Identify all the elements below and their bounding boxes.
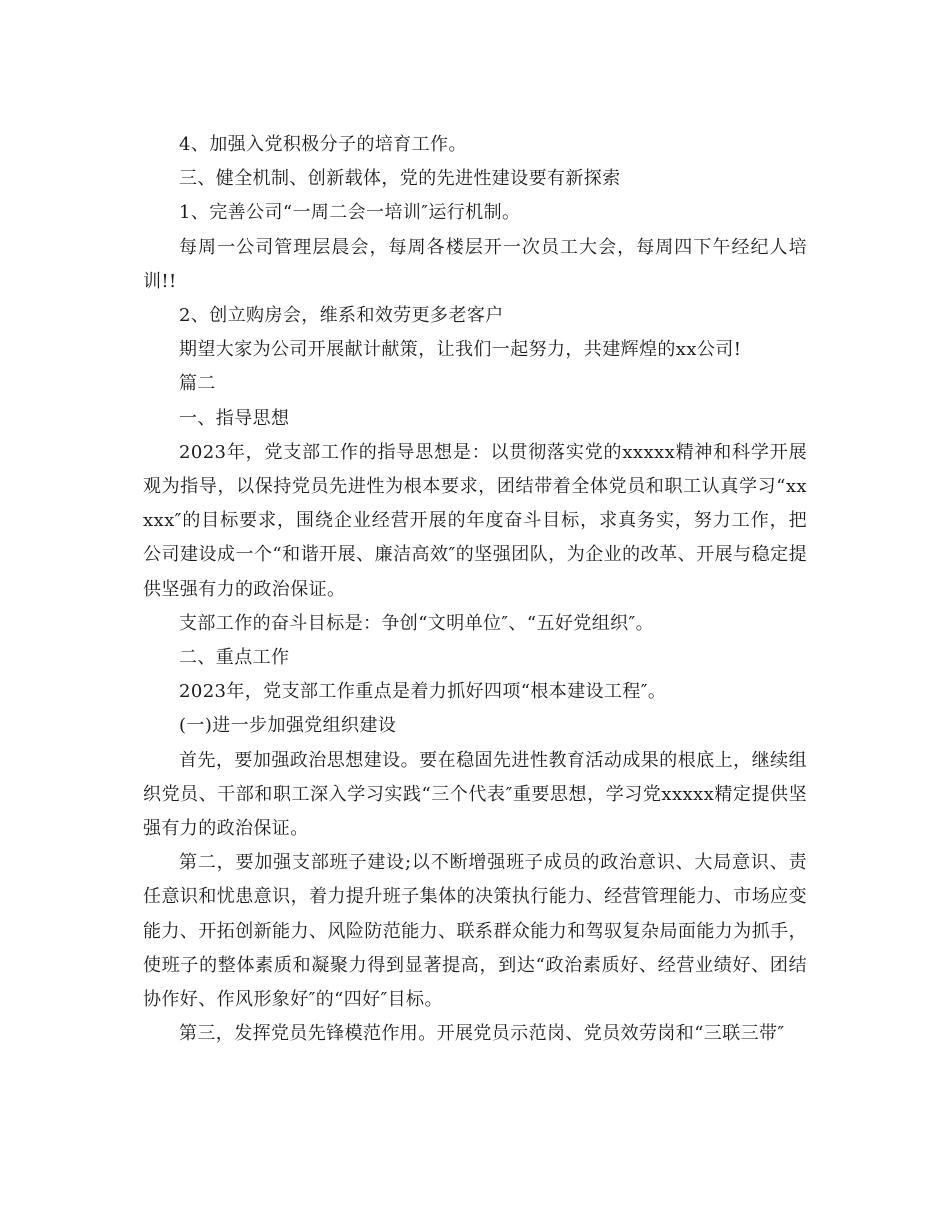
- paragraph-first: 首先，要加强政治思想建设。要在稳固先进性教育活动成果的根底上，继续组织党员、干部和职工深入学习实践“三个代表″重要思想，学习党xxxxx精定提供坚强有力的政治保证。: [143, 749, 807, 840]
- subheading-party-building: (一)进一步加强党组织建设: [179, 715, 397, 737]
- paragraph-4: 每周一公司管理层晨会，每周各楼层开一次员工大会，每周四下午经纪人培训!!: [143, 236, 807, 292]
- paragraph-second: 第二，要加强支部班子建设;以不断增强班子成员的政治意识、大局意识、责任意识和忧患意识，着力提升班子集体的决策执行能力、经营管理能力、市场应变能力、开拓创新能力、风险防范能力、联系群众能力和驾驭复杂局面能力为抓手，使班子的整体素质和凝聚力得到显著提高，到达“政治素质好、经营业绩好、团结协作好、作风形象好″的“四好″目标。: [143, 852, 807, 1011]
- paragraph-guiding-thought: 2023年，党支部工作的指导思想是：以贯彻落实党的xxxxx精神和科学开展观为指导，以保持党员先进性为根本要求，团结带着全体党员和职工认真学习“xxxxx″的目标要求，围绕企业经营开展的年度奋斗目标，求真务实，努力工作，把公司建设成一个“和谐开展、廉洁高效″的坚强团队，为企业的改革、开展与稳定提供坚强有力的政治保证。: [143, 441, 807, 600]
- paragraph-2: 三、健全机制、创新载体，党的先进性建设要有新探索: [179, 168, 621, 190]
- document-body: [143, 128, 807, 1051]
- paragraph-3: 1、完善公司“一周二会一培训″运行机制。: [179, 202, 521, 224]
- paragraph-goals: 支部工作的奋斗目标是：争创“文明单位″、“五好党组织″。: [179, 612, 655, 634]
- paragraph-1: 4、加强入党积极分子的培育工作。: [179, 134, 467, 155]
- heading-key-work: 二、重点工作: [179, 647, 290, 669]
- paragraph-6: 期望大家为公司开展献计献策，让我们一起努力，共建辉煌的xx公司!: [179, 339, 742, 361]
- paragraph-5: 2、创立购房会，维系和效劳更多老客户: [179, 305, 504, 327]
- paragraph-key-work: 2023年，党支部工作重点是着力抓好四项“根本建设工程″。: [179, 681, 667, 703]
- paragraph-third: 第三，发挥党员先锋模范作用。开展党员示范岗、党员效劳岗和“三联三带″: [179, 1023, 785, 1045]
- heading-guiding-thought: 一、指导思想: [179, 407, 290, 429]
- section-title-pian-er: 篇二: [179, 373, 216, 395]
